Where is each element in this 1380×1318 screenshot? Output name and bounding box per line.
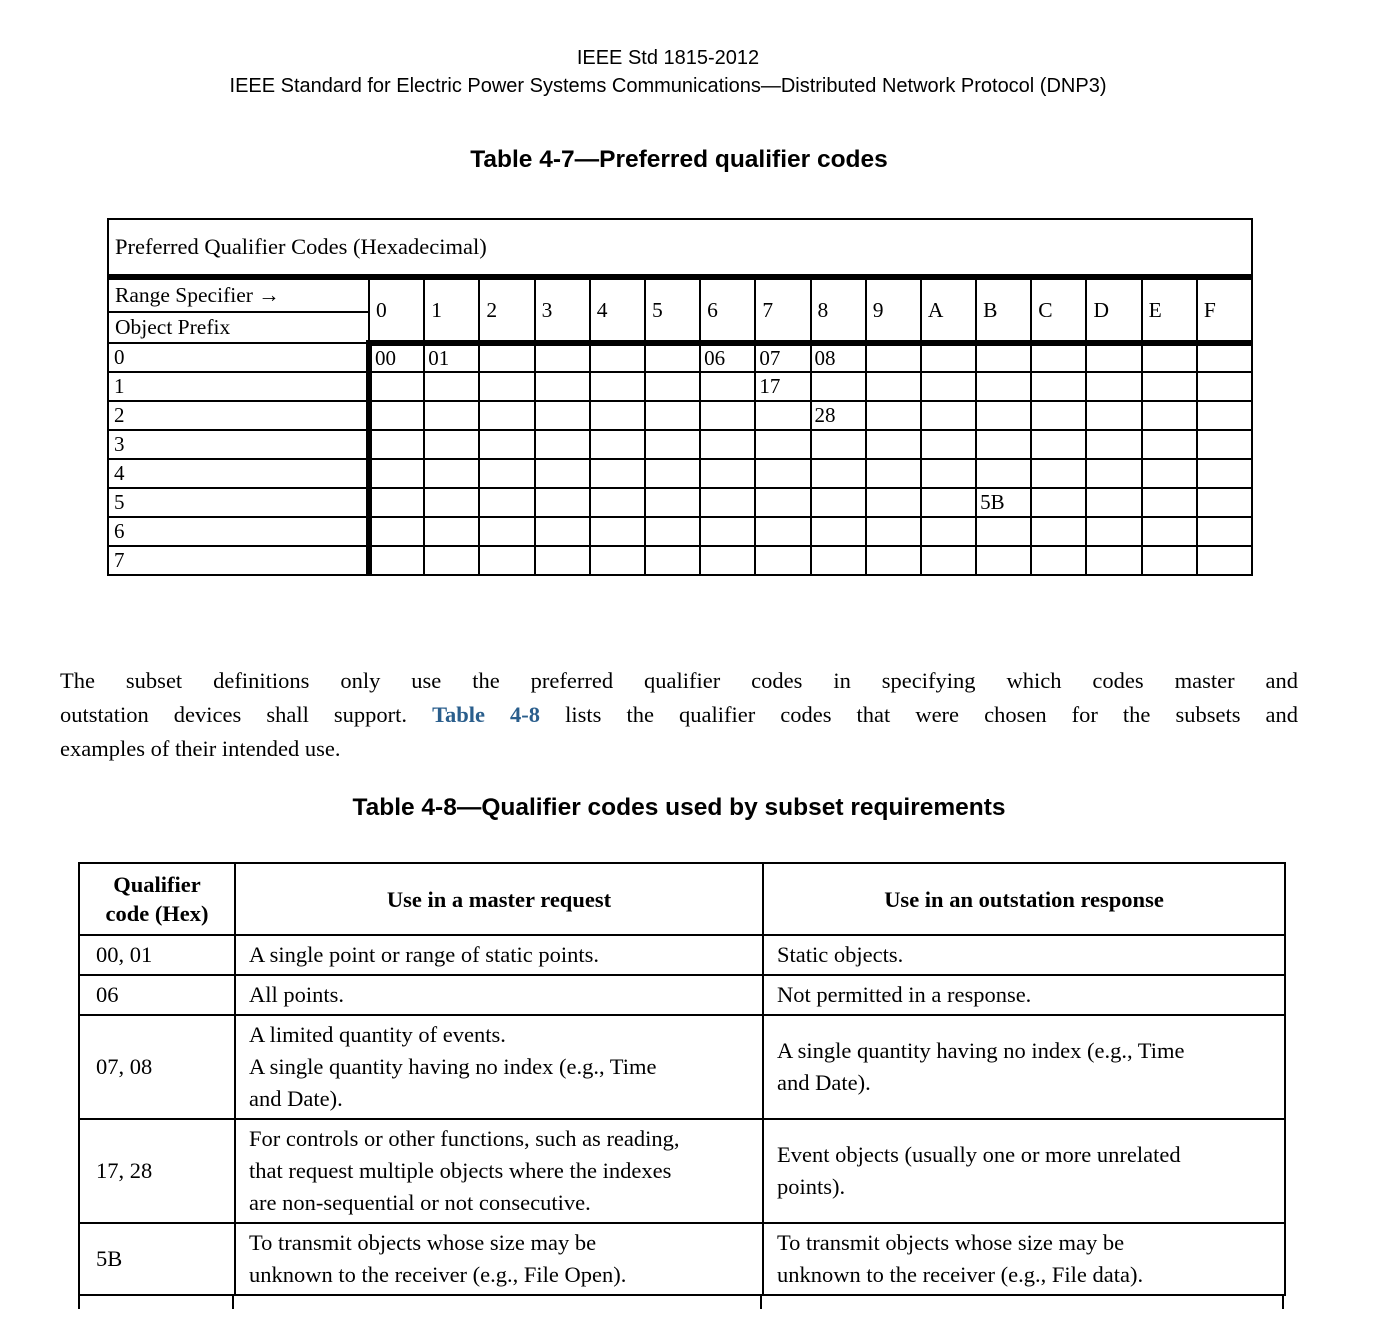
qualifier-code-header: Qualifier code (Hex) bbox=[79, 863, 235, 935]
grid-cell-empty bbox=[645, 401, 700, 430]
grid-cell-empty bbox=[921, 459, 976, 488]
grid-cell-empty bbox=[424, 546, 479, 575]
grid-cell-empty bbox=[479, 488, 534, 517]
object-prefix-value: 2 bbox=[108, 401, 369, 430]
grid-cell-empty bbox=[700, 430, 755, 459]
preferred-qualifier-codes-table-wrap bbox=[107, 218, 1253, 576]
object-prefix-value: 6 bbox=[108, 517, 369, 546]
object-prefix-value: 4 bbox=[108, 459, 369, 488]
grid-cell-empty bbox=[479, 343, 534, 372]
master-request-usage bbox=[235, 1223, 763, 1295]
table-4-8-title: Table 4-8—Qualifier codes used by subset requirements bbox=[352, 794, 1006, 821]
qualifier-usage-row bbox=[79, 975, 1285, 1015]
grid-row bbox=[108, 517, 1252, 546]
grid-cell-empty bbox=[479, 430, 534, 459]
qualifier-code-cell: 08 bbox=[811, 343, 866, 372]
grid-cell-empty bbox=[755, 430, 810, 459]
usage-text-line: All points. bbox=[249, 982, 345, 1007]
qualifier-code-cell: 00 bbox=[369, 343, 424, 372]
grid-cell-empty bbox=[921, 488, 976, 517]
page-header bbox=[0, 44, 1336, 100]
grid-cell-empty bbox=[700, 459, 755, 488]
table-4-7-caption: Preferred Qualifier Codes (Hexadecimal) bbox=[108, 219, 1252, 277]
table-4-8-link[interactable]: Table 4-8 bbox=[432, 702, 541, 727]
object-prefix-value: 7 bbox=[108, 546, 369, 575]
usage-text-line: unknown to the receiver (e.g., File data). bbox=[777, 1262, 1144, 1287]
usage-text-line: To transmit objects whose size may be bbox=[777, 1230, 1125, 1255]
grid-cell-empty bbox=[1197, 488, 1252, 517]
grid-cell-empty bbox=[1142, 372, 1197, 401]
qualifier-code-cell: 06 bbox=[700, 343, 755, 372]
grid-cell-empty bbox=[866, 372, 921, 401]
qualifier-code-cell: 07 bbox=[755, 343, 810, 372]
outstation-response-usage bbox=[763, 975, 1285, 1015]
grid-cell-empty bbox=[535, 343, 590, 372]
grid-cell-empty bbox=[976, 517, 1031, 546]
grid-cell-empty bbox=[1142, 343, 1197, 372]
grid-cell-empty bbox=[755, 401, 810, 430]
grid-cell-empty bbox=[921, 401, 976, 430]
qualifier-usage-row bbox=[79, 1223, 1285, 1295]
grid-cell-empty bbox=[1142, 546, 1197, 575]
grid-cell-empty bbox=[590, 343, 645, 372]
object-prefix-value: 1 bbox=[108, 372, 369, 401]
grid-cell-empty bbox=[424, 401, 479, 430]
range-specifier-column-label: 2 bbox=[479, 277, 534, 343]
qualifier-code-cell: 17 bbox=[755, 372, 810, 401]
range-specifier-column-label: 7 bbox=[755, 277, 810, 343]
qualifier-code: 07, 08 bbox=[79, 1015, 235, 1119]
usage-text-line: A single quantity having no index (e.g., Time bbox=[777, 1038, 1185, 1063]
grid-caption-row bbox=[108, 219, 1252, 277]
standard-number: IEEE Std 1815-2012 bbox=[576, 47, 760, 69]
grid-cell-empty bbox=[1086, 517, 1141, 546]
grid-cell-empty bbox=[1086, 401, 1141, 430]
grid-cell-empty bbox=[645, 430, 700, 459]
qualifier-usage-table bbox=[78, 862, 1286, 1296]
range-specifier-column-label: C bbox=[1031, 277, 1086, 343]
grid-cell-empty bbox=[1197, 459, 1252, 488]
grid-cell-empty bbox=[1142, 517, 1197, 546]
grid-cell-empty bbox=[590, 517, 645, 546]
range-specifier-column-label: B bbox=[976, 277, 1031, 343]
master-request-usage bbox=[235, 935, 763, 975]
grid-cell-empty bbox=[921, 372, 976, 401]
grid-cell-empty bbox=[1086, 372, 1141, 401]
grid-cell-empty bbox=[811, 459, 866, 488]
grid-cell-empty bbox=[369, 517, 424, 546]
outstation-response-usage bbox=[763, 1119, 1285, 1223]
grid-row bbox=[108, 459, 1252, 488]
grid-cell-empty bbox=[976, 430, 1031, 459]
range-specifier-column-label: 4 bbox=[590, 277, 645, 343]
grid-cell-empty bbox=[866, 401, 921, 430]
grid-cell-empty bbox=[1197, 546, 1252, 575]
qualifier-code: 17, 28 bbox=[79, 1119, 235, 1223]
grid-cell-empty bbox=[645, 546, 700, 575]
usage-text-line: unknown to the receiver (e.g., File Open). bbox=[249, 1262, 627, 1287]
grid-cell-empty bbox=[976, 459, 1031, 488]
grid-cell-empty bbox=[479, 517, 534, 546]
usage-text-line: Not permitted in a response. bbox=[777, 982, 1032, 1007]
grid-corner-cell bbox=[108, 277, 369, 343]
object-prefix-label: Object Prefix bbox=[115, 315, 231, 339]
grid-cell-empty bbox=[645, 372, 700, 401]
grid-cell-empty bbox=[424, 488, 479, 517]
object-prefix-value: 0 bbox=[108, 343, 369, 372]
qualifier-code-cell: 28 bbox=[811, 401, 866, 430]
range-specifier-column-label: 0 bbox=[369, 277, 424, 343]
grid-cell-empty bbox=[1142, 488, 1197, 517]
range-specifier-column-label: 9 bbox=[866, 277, 921, 343]
range-specifier-column-label: D bbox=[1086, 277, 1141, 343]
usage-text-line: A limited quantity of events. bbox=[249, 1022, 506, 1047]
usage-text-line: A single quantity having no index (e.g., Time bbox=[249, 1054, 657, 1079]
grid-cell-empty bbox=[921, 343, 976, 372]
grid-cell-empty bbox=[1197, 517, 1252, 546]
usage-text-line: are non-sequential or not consecutive. bbox=[249, 1190, 591, 1215]
grid-cell-empty bbox=[369, 430, 424, 459]
grid-cell-empty bbox=[590, 430, 645, 459]
table-continuation-stub bbox=[78, 1296, 80, 1309]
grid-cell-empty bbox=[755, 459, 810, 488]
grid-cell-empty bbox=[976, 401, 1031, 430]
qualifier-code-cell: 01 bbox=[424, 343, 479, 372]
outstation-response-usage bbox=[763, 1015, 1285, 1119]
grid-cell-empty bbox=[479, 401, 534, 430]
table-continuation-stub bbox=[760, 1296, 762, 1309]
grid-cell-empty bbox=[535, 546, 590, 575]
range-specifier-label: Range Specifier → bbox=[109, 280, 368, 313]
usage-text-line: points). bbox=[777, 1174, 846, 1199]
grid-cell-empty bbox=[479, 459, 534, 488]
range-specifier-column-label: 6 bbox=[700, 277, 755, 343]
grid-cell-empty bbox=[1031, 401, 1086, 430]
grid-cell-empty bbox=[645, 488, 700, 517]
grid-row bbox=[108, 488, 1252, 517]
grid-row bbox=[108, 401, 1252, 430]
grid-cell-empty bbox=[811, 372, 866, 401]
grid-cell-empty bbox=[811, 430, 866, 459]
outstation-response-usage bbox=[763, 1223, 1285, 1295]
grid-cell-empty bbox=[535, 372, 590, 401]
object-prefix-value: 3 bbox=[108, 430, 369, 459]
grid-cell-empty bbox=[755, 488, 810, 517]
grid-cell-empty bbox=[755, 546, 810, 575]
grid-cell-empty bbox=[645, 517, 700, 546]
grid-cell-empty bbox=[811, 546, 866, 575]
preferred-qualifier-codes-table bbox=[107, 218, 1253, 576]
outstation-response-header: Use in an outstation response bbox=[763, 863, 1285, 935]
grid-cell-empty bbox=[1086, 430, 1141, 459]
usage-text-line: and Date). bbox=[777, 1070, 871, 1095]
master-request-header: Use in a master request bbox=[235, 863, 763, 935]
outstation-response-usage bbox=[763, 935, 1285, 975]
grid-cell-empty bbox=[1031, 459, 1086, 488]
grid-cell-empty bbox=[369, 372, 424, 401]
qualifier-usage-table-wrap bbox=[78, 862, 1284, 1296]
grid-cell-empty bbox=[976, 343, 1031, 372]
qualifier-usage-row bbox=[79, 935, 1285, 975]
master-request-usage bbox=[235, 1119, 763, 1223]
grid-cell-empty bbox=[866, 459, 921, 488]
qualifier-code-cell: 5B bbox=[976, 488, 1031, 517]
grid-cell-empty bbox=[921, 546, 976, 575]
grid-cell-empty bbox=[479, 372, 534, 401]
grid-cell-empty bbox=[1142, 430, 1197, 459]
usage-text-line: Event objects (usually one or more unrelated bbox=[777, 1142, 1181, 1167]
paragraph-line-2-prefix: outstation devices shall support. bbox=[60, 702, 433, 727]
grid-cell-empty bbox=[1031, 546, 1086, 575]
grid-cell-empty bbox=[535, 517, 590, 546]
qualifier-code: 06 bbox=[79, 975, 235, 1015]
grid-row bbox=[108, 430, 1252, 459]
grid-cell-empty bbox=[645, 343, 700, 372]
grid-row bbox=[108, 372, 1252, 401]
grid-row bbox=[108, 546, 1252, 575]
range-specifier-column-label: 8 bbox=[811, 277, 866, 343]
usage-text-line: that request multiple objects where the indexes bbox=[249, 1158, 672, 1183]
grid-cell-empty bbox=[369, 401, 424, 430]
grid-cell-empty bbox=[700, 488, 755, 517]
qualifier-code: 00, 01 bbox=[79, 935, 235, 975]
grid-cell-empty bbox=[369, 459, 424, 488]
grid-cell-empty bbox=[424, 372, 479, 401]
master-request-usage bbox=[235, 975, 763, 1015]
grid-header-row bbox=[108, 277, 1252, 343]
grid-cell-empty bbox=[479, 546, 534, 575]
grid-cell-empty bbox=[976, 546, 1031, 575]
usage-text-line: To transmit objects whose size may be bbox=[249, 1230, 597, 1255]
range-specifier-column-label: E bbox=[1142, 277, 1197, 343]
grid-cell-empty bbox=[535, 401, 590, 430]
grid-cell-empty bbox=[1031, 343, 1086, 372]
grid-cell-empty bbox=[424, 459, 479, 488]
grid-cell-empty bbox=[1142, 459, 1197, 488]
grid-cell-empty bbox=[1086, 459, 1141, 488]
paragraph-line-1: The subset definitions only use the preferred qualifier codes in specifying which codes master and bbox=[60, 668, 1298, 693]
grid-cell-empty bbox=[700, 401, 755, 430]
grid-cell-empty bbox=[1031, 372, 1086, 401]
range-specifier-column-label: 3 bbox=[535, 277, 590, 343]
grid-cell-empty bbox=[1197, 343, 1252, 372]
grid-cell-empty bbox=[535, 488, 590, 517]
grid-cell-empty bbox=[1197, 401, 1252, 430]
grid-cell-empty bbox=[866, 430, 921, 459]
grid-cell-empty bbox=[590, 401, 645, 430]
usage-header-row bbox=[79, 863, 1285, 935]
paragraph-line-2-suffix: lists the qualifier codes that were chosen for the subsets and bbox=[540, 702, 1299, 727]
grid-cell-empty bbox=[700, 546, 755, 575]
table-continuation-stub bbox=[1282, 1296, 1284, 1309]
qualifier-code: 5B bbox=[79, 1223, 235, 1295]
grid-cell-empty bbox=[369, 546, 424, 575]
qualifier-usage-row bbox=[79, 1119, 1285, 1223]
grid-cell-empty bbox=[1031, 488, 1086, 517]
usage-text-line: Static objects. bbox=[777, 942, 904, 967]
grid-cell-empty bbox=[921, 517, 976, 546]
grid-cell-empty bbox=[866, 546, 921, 575]
qualifier-usage-row bbox=[79, 1015, 1285, 1119]
grid-cell-empty bbox=[424, 517, 479, 546]
grid-cell-empty bbox=[700, 372, 755, 401]
range-specifier-column-label: A bbox=[921, 277, 976, 343]
grid-cell-empty bbox=[424, 430, 479, 459]
grid-cell-empty bbox=[1086, 343, 1141, 372]
grid-cell-empty bbox=[866, 517, 921, 546]
range-specifier-column-label: 5 bbox=[645, 277, 700, 343]
grid-cell-empty bbox=[590, 488, 645, 517]
standard-title: IEEE Standard for Electric Power Systems Communications—Distributed Network Protocol (DNP3) bbox=[229, 75, 1107, 97]
range-specifier-column-label: 1 bbox=[424, 277, 479, 343]
grid-cell-empty bbox=[866, 488, 921, 517]
grid-cell-empty bbox=[590, 546, 645, 575]
grid-cell-empty bbox=[535, 459, 590, 488]
usage-text-line: For controls or other functions, such as reading, bbox=[249, 1126, 680, 1151]
usage-text-line: and Date). bbox=[249, 1086, 343, 1111]
grid-cell-empty bbox=[1086, 488, 1141, 517]
object-prefix-value: 5 bbox=[108, 488, 369, 517]
grid-cell-empty bbox=[811, 517, 866, 546]
usage-text-line: A single point or range of static points. bbox=[249, 942, 599, 967]
grid-cell-empty bbox=[976, 372, 1031, 401]
grid-cell-empty bbox=[866, 343, 921, 372]
grid-cell-empty bbox=[535, 430, 590, 459]
grid-cell-empty bbox=[755, 517, 810, 546]
grid-cell-empty bbox=[921, 430, 976, 459]
range-specifier-column-label: F bbox=[1197, 277, 1252, 343]
grid-cell-empty bbox=[700, 517, 755, 546]
body-paragraph bbox=[60, 664, 1298, 766]
paragraph-line-2 bbox=[60, 698, 1298, 732]
grid-cell-empty bbox=[1031, 430, 1086, 459]
grid-row bbox=[108, 343, 1252, 372]
grid-cell-empty bbox=[1142, 401, 1197, 430]
paragraph-line-3: examples of their intended use. bbox=[60, 736, 341, 761]
grid-cell-empty bbox=[590, 372, 645, 401]
master-request-usage bbox=[235, 1015, 763, 1119]
grid-cell-empty bbox=[590, 459, 645, 488]
grid-cell-empty bbox=[369, 488, 424, 517]
grid-cell-empty bbox=[1086, 546, 1141, 575]
table-4-7-title: Table 4-7—Preferred qualifier codes bbox=[470, 146, 888, 173]
grid-cell-empty bbox=[1197, 430, 1252, 459]
grid-cell-empty bbox=[1197, 372, 1252, 401]
grid-cell-empty bbox=[645, 459, 700, 488]
grid-cell-empty bbox=[1031, 517, 1086, 546]
grid-cell-empty bbox=[811, 488, 866, 517]
table-continuation-stub bbox=[232, 1296, 234, 1309]
